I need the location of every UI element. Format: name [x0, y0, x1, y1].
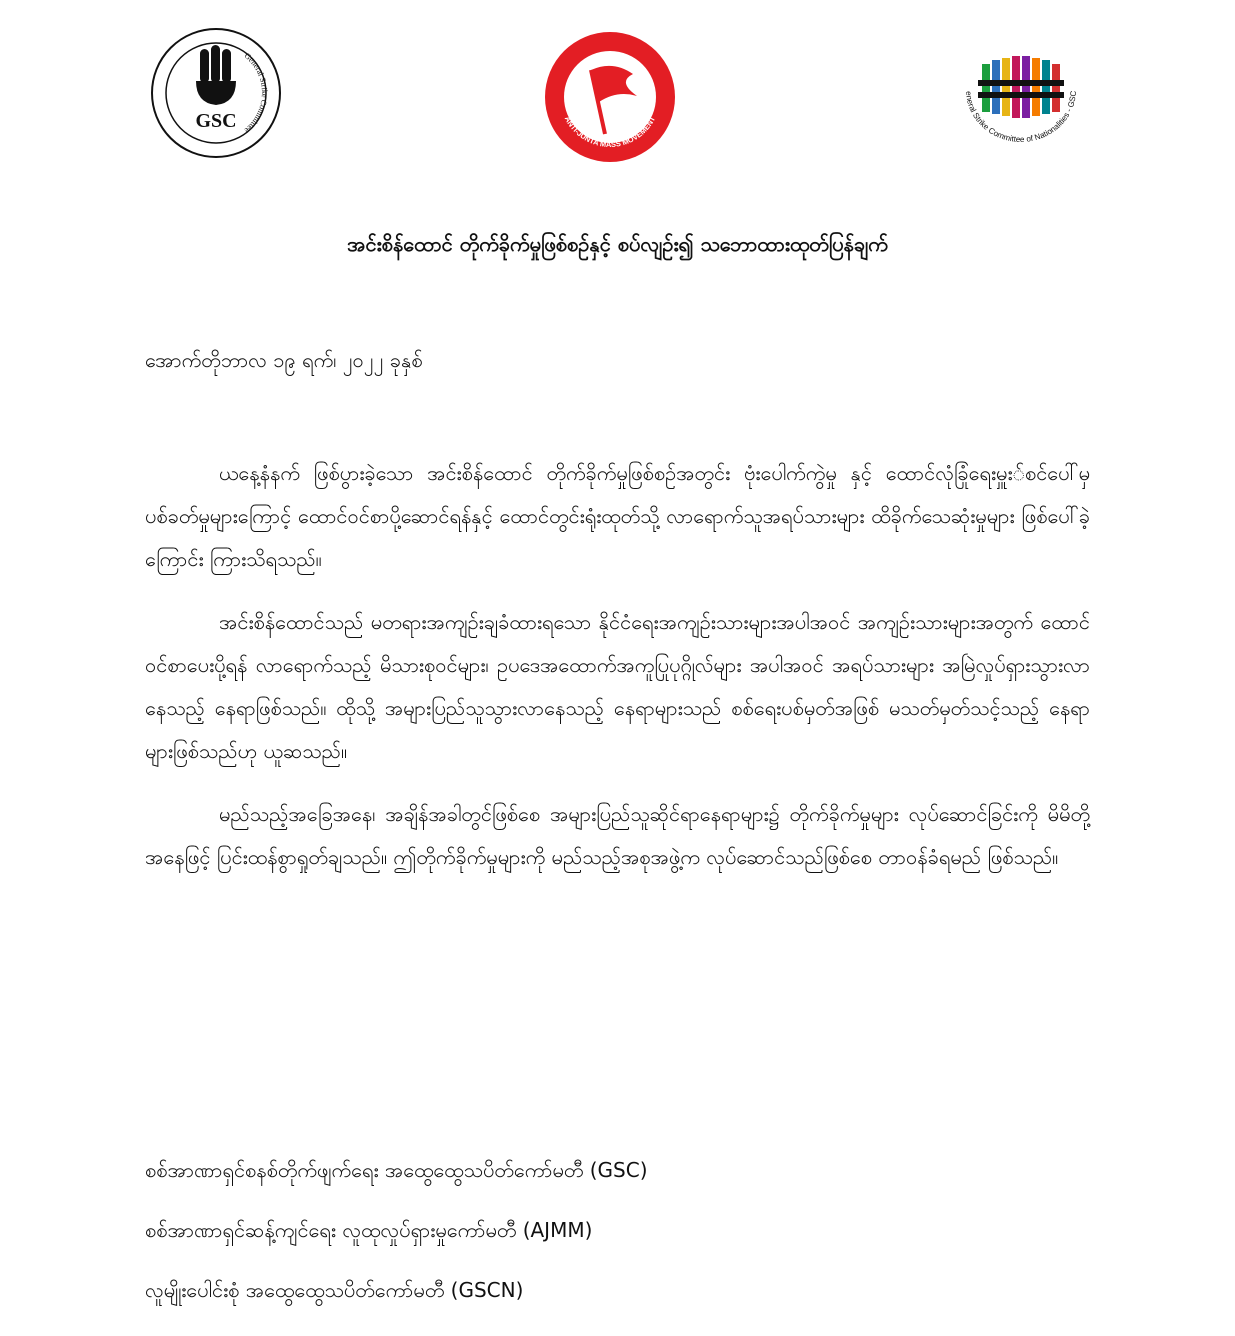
- signatory-gsc: စစ်အာဏာရှင်စနစ်တိုက်ဖျက်ရေး အထွေထွေသပိတ်ကော်မတီ (GSC): [145, 1158, 648, 1182]
- gsc-ring-text: General Strike Committee: [242, 51, 270, 135]
- paragraph: မည်သည့်အခြေအနေ၊ အချိန်အခါတွင်ဖြစ်စေ အများပြည်သူဆိုင်ရာနေရာများ၌ တိုက်ခိုက်မှုများ လုပ်ဆောင်ခြင်းကို မိမိတို့အနေဖြင့် ပြင်းထန်စွာရှုတ်ချသည်။ ဤတိုက်ခိုက်မှုများကို မည်သည့်အစုအဖွဲ့က လုပ်ဆောင်သည်ဖြစ်စေ တာဝန်ခံရမည် ဖြစ်သည်။: [145, 802, 1090, 869]
- paragraph: အင်းစိန်ထောင်သည် မတရားအကျဥ်းချခံထားရသော နိုင်ငံရေးအကျဥ်းသားများအပါအဝင် အကျဥ်းသားများအတွက် ထောင်ဝင်စာပေးပို့ရန် လာရောက်သည့် မိသားစုဝင်များ၊ ဥပဒေအထောက်အကူပြုပုဂ္ဂိုလ်များ အပါအဝင် အရပ်သားများ အမြဲလှုပ်ရှားသွားလာနေသည့် နေရာဖြစ်သည်။ ထိုသို့ အများပြည်သူသွားလာနေသည့် နေရာများသည် စစ်ရေးပစ်မှတ်အဖြစ် မသတ်မှတ်သင့်သည့် နေရာများဖြစ်သည်ဟု ယူဆသည်။: [145, 610, 1090, 763]
- signatory-gscn: လူမျိုးပေါင်းစုံ အထွေထွေသပိတ်ကော်မတီ (GSCN): [145, 1278, 524, 1302]
- three-finger-salute-icon: [196, 45, 236, 105]
- gsc-logo-text: GSC: [195, 110, 237, 132]
- signatory-ajmm: စစ်အာဏာရှင်ဆန့်ကျင်ရေး လူထုလှုပ်ရှားမှုကော်မတီ (AJMM): [145, 1218, 593, 1242]
- gscn-color-bars-icon: [978, 56, 1064, 118]
- gscn-logo: [948, 34, 1094, 160]
- ajmm-logo: [543, 30, 677, 164]
- signatory-list: [145, 1152, 648, 1332]
- gscn-ring-text: eneral Strike Committee of Nationalities - GSC: [963, 90, 1079, 145]
- statement-title: အင်းစိန်ထောင် တိုက်ခိုက်မှုဖြစ်စဥ်နှင့် စပ်လျဥ်း၍ သဘောထားထုတ်ပြန်ချက်: [347, 232, 888, 256]
- paragraph: ယနေ့နံနက် ဖြစ်ပွားခဲ့သော အင်းစိန်ထောင် တိုက်ခိုက်မှုဖြစ်စဥ်အတွင်း ဗုံးပေါက်ကွဲမှု နှင့် ထောင်လုံခြုံရေးမှူး်စင်ပေါ်မှ ပစ်ခတ်မှုများကြောင့် ထောင်ဝင်စာပို့ဆောင်ရန်နှင့် ထောင်တွင်းရုံးထုတ်သို့ လာရောက်သူအရပ်သားများ ထိခိုက်သေဆုံးမှုများ ဖြစ်ပေါ်ခဲ့ကြောင်း ကြားသိရသည်။: [145, 461, 1090, 571]
- statement-body: [145, 452, 1090, 899]
- ajmm-ring-text: ANTI-JUNTA MASS MOVEMENT: [562, 114, 658, 150]
- statement-date: အောက်တိုဘာလ ၁၉ ရက်၊ ၂၀၂၂ ခုနှစ်: [145, 348, 423, 372]
- gsc-logo: [150, 27, 282, 159]
